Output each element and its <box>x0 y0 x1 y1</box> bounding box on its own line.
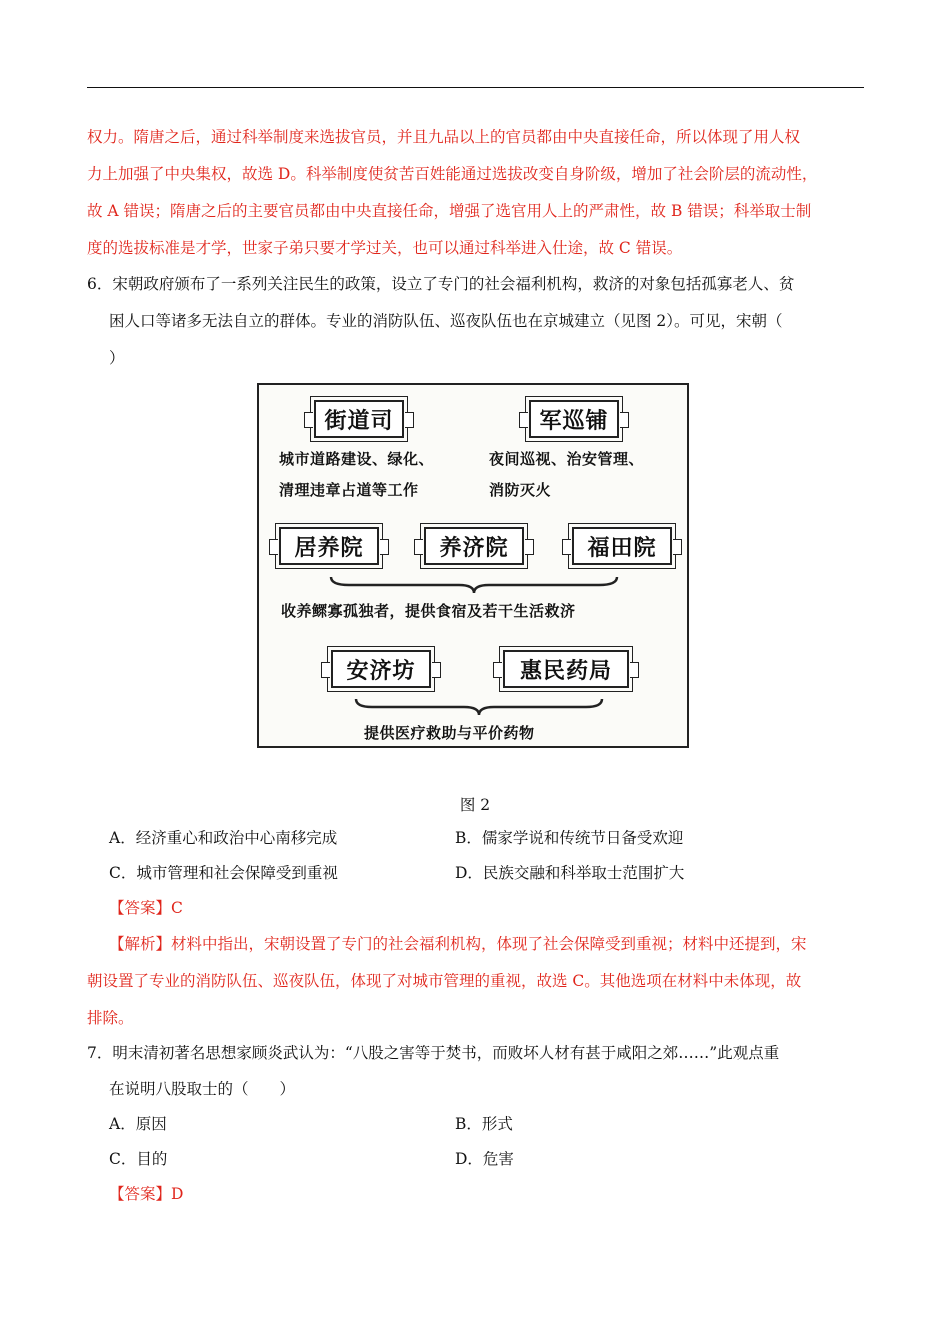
q6-line-1: 6．宋朝政府颁布了一系列关注民生的政策，设立了专门的社会福利机构，救济的对象包括孤寡老人、贫 <box>87 275 795 293</box>
answer-label: 【答案】 <box>109 899 172 917</box>
text-line: 力上加强了中央集权，故选 D。科举制度使贫苦百姓能通过选拔改变自身阶级，增加了社会阶层的流动性， <box>87 165 818 183</box>
q6-option-c: C．城市管理和社会保障受到重视 <box>109 864 338 882</box>
q6-analysis <box>87 926 867 1037</box>
q6-option-a: A．经济重心和政治中心南移完成 <box>109 829 338 847</box>
text-line: 朝设置了专业的消防队伍、巡夜队伍，体现了对城市管理的重视，故选 C。其他选项在材料中未体现，故 <box>87 972 802 990</box>
box-anjifang: 安济坊 <box>331 650 431 688</box>
q6-answer <box>109 896 183 920</box>
q6-line-3: ） <box>109 349 125 367</box>
q7-line-2: 在说明八股取士的（ ） <box>109 1080 296 1098</box>
q6-option-b: B．儒家学说和传统节日备受欢迎 <box>455 829 684 847</box>
q7-option-d: D．危害 <box>455 1150 514 1168</box>
text-line: 排除。 <box>87 1009 134 1027</box>
desc-line: 夜间巡视、治安管理、 <box>489 450 645 468</box>
desc-welfare: 收养鳏寡孤独者，提供食宿及若干生活救济 <box>281 602 576 620</box>
answer-label: 【答案】 <box>109 1185 172 1203</box>
analysis-text: 材料中指出，宋朝设置了专门的社会福利机构，体现了社会保障受到重视；材料中还提到，宋 <box>171 935 807 953</box>
desc-medical: 提供医疗救助与平价药物 <box>364 724 535 742</box>
answer-value: D <box>171 1185 184 1203</box>
q6-line-2: 困人口等诸多无法自立的群体。专业的消防队伍、巡夜队伍也在京城建立（见图 2）。可见，宋朝（ <box>109 312 783 330</box>
desc-line: 城市道路建设、绿化、 <box>279 450 435 468</box>
box-jiedaosi: 街道司 <box>314 400 404 438</box>
prev-explanation <box>87 119 867 267</box>
desc-line: 消防灭火 <box>489 481 552 499</box>
q6-option-d: D．民族交融和科举取士范围扩大 <box>455 864 685 882</box>
box-huiminyaoju: 惠民药局 <box>503 650 629 688</box>
box-juyangyuan: 居养院 <box>279 527 379 565</box>
text-line: 度的选拔标准是才学，世家子弟只要才学过关，也可以通过科举进入仕途，故 C 错误。 <box>87 239 683 257</box>
text-line <box>87 926 867 963</box>
desc-line: 清理违章占道等工作 <box>279 481 419 499</box>
brace-bottom <box>354 697 604 717</box>
q7-option-a: A．原因 <box>109 1115 167 1133</box>
desc-jiedaosi <box>279 444 434 506</box>
header-rule <box>87 87 864 88</box>
brace-top <box>329 575 619 595</box>
q7-answer <box>109 1182 183 1206</box>
answer-value: C <box>171 899 183 917</box>
q7-option-b: B．形式 <box>455 1115 513 1133</box>
box-futianyuan: 福田院 <box>572 527 672 565</box>
figure-caption: 图 2 <box>459 796 491 814</box>
box-junxunpu: 军巡铺 <box>529 400 619 438</box>
q7-option-c: C．目的 <box>109 1150 168 1168</box>
box-yangjiyuan: 养济院 <box>424 527 524 565</box>
analysis-label: 【解析】 <box>109 935 172 953</box>
text-line: 权力。隋唐之后，通过科举制度来选拔官员，并且九品以上的官员都由中央直接任命，所以体现了用人权 <box>87 128 801 146</box>
q7-line-1: 7．明末清初著名思想家顾炎武认为：“八股之害等于焚书，而败坏人材有甚于咸阳之郊……”此观点重 <box>87 1044 780 1062</box>
figure-2 <box>257 383 689 748</box>
text-line: 故 A 错误；隋唐之后的主要官员都由中央直接任命，增强了选官用人上的严肃性，故 B 错误；科举取士制 <box>87 202 812 220</box>
desc-junxunpu <box>489 444 644 506</box>
